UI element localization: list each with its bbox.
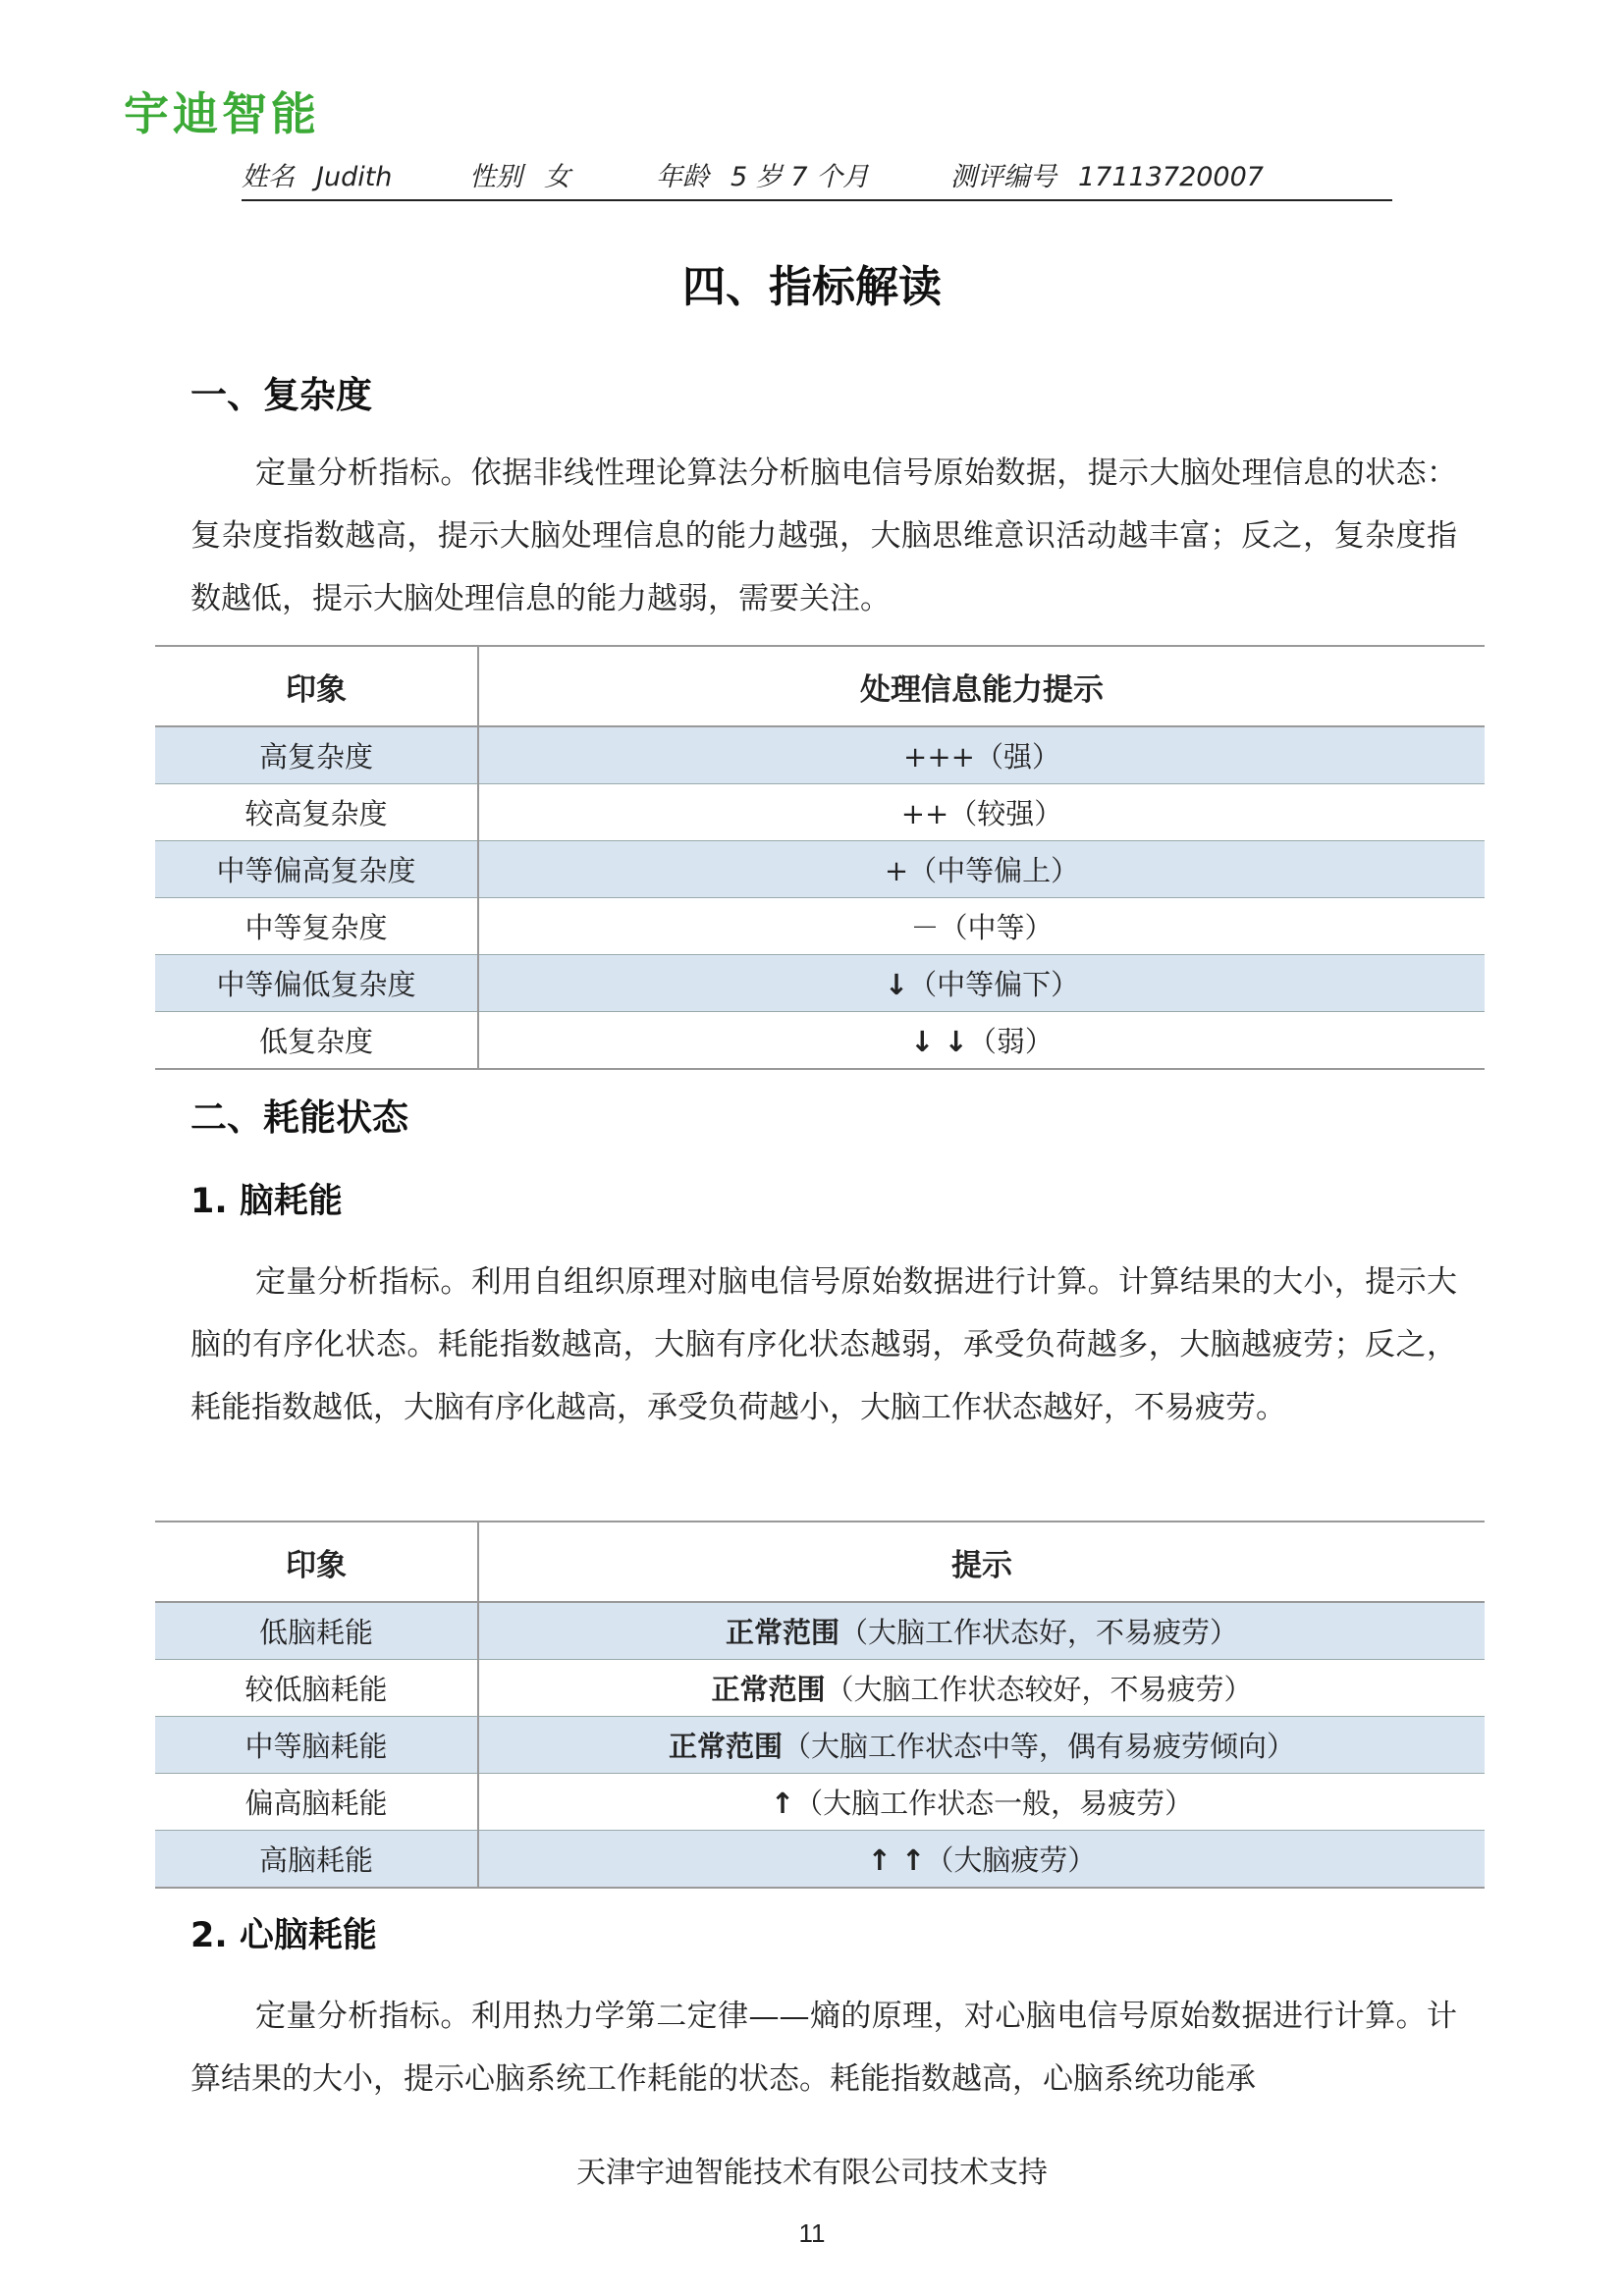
- id-label: 测评编号: [950, 162, 1056, 192]
- col-hint: 提示: [478, 1522, 1485, 1602]
- table-row: 较高复杂度 ++（较强）: [155, 784, 1485, 841]
- table-row: 较低脑耗能 正常范围（大脑工作状态较好，不易疲劳）: [155, 1660, 1485, 1717]
- brain-energy-table: [155, 1521, 1485, 1889]
- double-arrow-up-icon: ↑ ↑: [867, 1843, 926, 1877]
- id-value: 17113720007: [1078, 162, 1264, 192]
- table-row: 中等复杂度 －（中等）: [155, 898, 1485, 955]
- complexity-table: [155, 645, 1485, 1070]
- name-value: Judith: [316, 162, 393, 192]
- arrow-up-icon: ↑: [770, 1787, 795, 1820]
- table-row: 偏高脑耗能 ↑（大脑工作状态一般，易疲劳）: [155, 1774, 1485, 1831]
- brain-energy-heading: 1. 脑耗能: [190, 1182, 343, 1221]
- report-header: [242, 155, 1392, 201]
- section-complexity-paragraph: 定量分析指标。依据非线性理论算法分析脑电信号原始数据，提示大脑处理信息的状态：复杂度指数越高，提示大脑处理信息的能力越强，大脑思维意识活动越丰富；反之，复杂度指数越低，提示大脑处理信息的能力越弱，需要关注。: [190, 455, 1457, 616]
- col-impression: 印象: [155, 1522, 478, 1602]
- age-value: 5 岁 7 个月: [731, 162, 870, 192]
- heart-brain-energy-heading: 2. 心脑耗能: [190, 1916, 377, 1955]
- table-row: 低脑耗能 正常范围（大脑工作状态好，不易疲劳）: [155, 1602, 1485, 1660]
- name-label: 姓名: [242, 162, 295, 192]
- double-arrow-down-icon: ↓ ↓: [910, 1025, 968, 1058]
- gender-value: 女: [544, 162, 570, 192]
- table-header-row: [155, 1522, 1485, 1602]
- col-impression: 印象: [155, 646, 478, 726]
- section-complexity-heading: 一、复杂度: [190, 374, 372, 416]
- company-logo: 宇迪智能: [124, 87, 320, 140]
- page-number: 11: [798, 2218, 826, 2248]
- table-row: 低复杂度 ↓ ↓（弱）: [155, 1012, 1485, 1070]
- table-row: 中等脑耗能 正常范围（大脑工作状态中等，偶有易疲劳倾向）: [155, 1717, 1485, 1774]
- table-header-row: [155, 646, 1485, 726]
- footer-credit: 天津宇迪智能技术有限公司技术支持: [576, 2156, 1048, 2190]
- table-row: 中等偏低复杂度 ↓（中等偏下）: [155, 955, 1485, 1012]
- table-row: 高脑耗能 ↑ ↑（大脑疲劳）: [155, 1831, 1485, 1889]
- page-title: 四、指标解读: [682, 262, 942, 312]
- section-energy-heading: 二、耗能状态: [190, 1096, 408, 1139]
- col-hint: 处理信息能力提示: [478, 646, 1485, 726]
- table-row: 高复杂度 +++（强）: [155, 726, 1485, 784]
- table-row: 中等偏高复杂度 +（中等偏上）: [155, 841, 1485, 898]
- arrow-down-icon: ↓: [884, 968, 909, 1001]
- age-label: 年龄: [656, 162, 709, 192]
- gender-label: 性别: [469, 162, 522, 192]
- brain-energy-paragraph: 定量分析指标。利用自组织原理对脑电信号原始数据进行计算。计算结果的大小，提示大脑的有序化状态。耗能指数越高，大脑有序化状态越弱，承受负荷越多，大脑越疲劳；反之，耗能指数越低，大脑有序化越高，承受负荷越小，大脑工作状态越好，不易疲劳。: [190, 1264, 1457, 1425]
- heart-brain-energy-paragraph: 定量分析指标。利用热力学第二定律——熵的原理，对心脑电信号原始数据进行计算。计算结果的大小，提示心脑系统工作耗能的状态。耗能指数越高，心脑系统功能承: [190, 1999, 1457, 2097]
